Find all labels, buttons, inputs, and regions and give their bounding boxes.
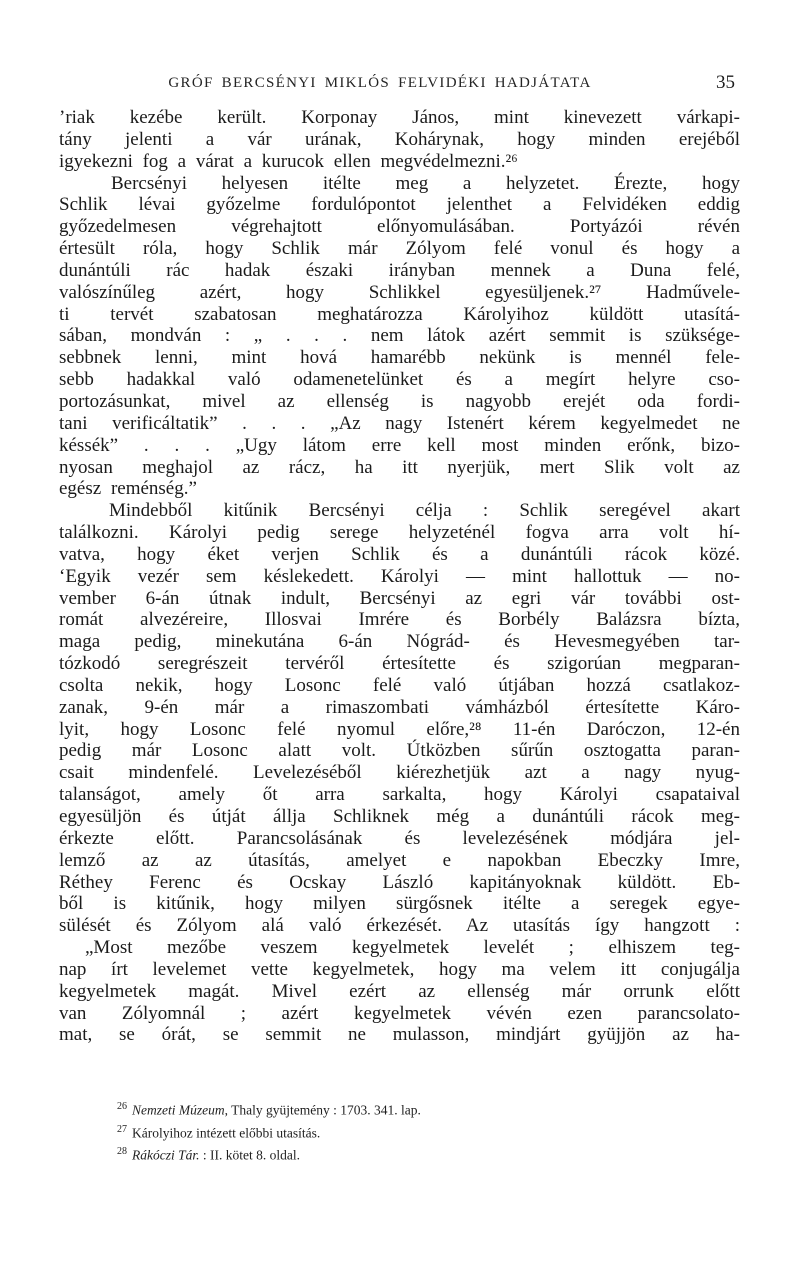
text-line: sebbnek lenni, mint hová hamarébb nekünk is mennél fele- bbox=[59, 347, 740, 369]
text-line: pedig már Losonc alatt volt. Útközben sűrűn osztogatta paran- bbox=[59, 740, 740, 762]
text-line: csolta nekik, hogy Losonc felé való útjában hozzá csatlakoz- bbox=[59, 674, 740, 696]
footnote-source: Nemzeti Múzeum bbox=[132, 1102, 225, 1118]
footnote bbox=[117, 1142, 740, 1165]
text-line: késsék” . . . „Ugy látom erre kell most minden erőnk, bizo- bbox=[59, 434, 740, 456]
text-line: nyosan meghajol az rácz, ha itt nyerjük, mert Slik volt az bbox=[59, 456, 740, 478]
text-line: Schlik lévai győzelme fordulópontot jelenthet a Felvidéken eddig bbox=[59, 194, 740, 216]
text-line: romát alvezéreire, Illosvai Imrére és Borbély Balázsra bízta, bbox=[59, 609, 740, 631]
text-line: győzedelmesen végrehajtott előnyomulásában. Portyázói révén bbox=[59, 216, 740, 238]
text-line: ti tervét szabatosan meghatározza Károlyihoz küldött utasítá- bbox=[59, 303, 740, 325]
text-line: van Zólyomnál ; azért kegyelmetek vévén ezen parancsolato- bbox=[59, 1002, 740, 1024]
text-line: Mindebből kitűnik Bercsényi célja : Schlik seregével akart bbox=[109, 500, 740, 522]
text-line: vatva, hogy éket verjen Schlik és a dunántúli rácok közé. bbox=[59, 543, 740, 565]
text-line: kegyelmetek magát. Mivel ezért az ellenség már orrunk előtt bbox=[59, 980, 740, 1002]
text-line: nap írt levelemet vette kegyelmetek, hogy ma velem itt conjugálja bbox=[59, 958, 740, 980]
text-line: Bercsényi helyesen itélte meg a helyzetet. Érezte, hogy bbox=[111, 172, 740, 194]
text-line: sában, mondván : „ . . . nem látok azért semmit is szüksége- bbox=[59, 325, 740, 347]
text-line: tány jelenti a vár urának, Kohárynak, hogy minden erejéből bbox=[59, 128, 740, 150]
text-line: „Most mezőbe veszem kegyelmetek levelét ; elhiszem teg- bbox=[85, 937, 740, 959]
text-line: ‘Egyik vezér sem késlekedett. Károlyi — mint hallottuk — no- bbox=[59, 565, 740, 587]
page-number: 35 bbox=[716, 72, 735, 93]
text-line: vember 6-án útnak indult, Bercsényi az egri vár további ost- bbox=[59, 587, 740, 609]
text-line: értesült róla, hogy Schlik már Zólyom felé vonul és hogy a bbox=[59, 238, 740, 260]
text-line: lemző az az útasítás, amelyet e napokban Ebeczky Imre, bbox=[59, 849, 740, 871]
text-line: portozásunkat, mivel az ellenség is nagyobb erejét oda fordi- bbox=[59, 390, 740, 412]
text-line: valószínűleg azért, hogy Schlikkel egyesüljenek.²⁷ Hadművele- bbox=[59, 281, 740, 303]
footnote-text: : II. kötet 8. oldal. bbox=[199, 1147, 300, 1163]
text-line: talanságot, amely őt arra sarkalta, hogy Károlyi csapataival bbox=[59, 784, 740, 806]
text-line: dunántúli rác hadak északi irányban mennek a Duna felé, bbox=[59, 259, 740, 281]
text-line: egész reménség.” bbox=[59, 478, 197, 500]
text-line: zanak, 9-én már a rimaszombati vámházból értesítette Káro- bbox=[59, 696, 740, 718]
footnote-text: , Thaly gyüjtemény : 1703. 341. lap. bbox=[224, 1102, 421, 1118]
footnote-number: 26 bbox=[117, 1101, 127, 1112]
running-header-title: GRÓF BERCSÉNYI MIKLÓS FELVIDÉKI HADJÁTATA bbox=[168, 75, 592, 91]
text-line: mat, se órát, se semmit ne mulasson, mindjárt gyüjjön az ha- bbox=[59, 1024, 740, 1046]
footnote bbox=[117, 1097, 740, 1120]
text-line: ből is kitűnik, hogy milyen sürgősnek itélte a seregek egye- bbox=[59, 893, 740, 915]
footnote-number: 27 bbox=[117, 1123, 127, 1135]
text-line: tani verificáltatik” . . . „Az nagy Istenért kérem kegyelmedet ne bbox=[59, 412, 740, 434]
footnotes bbox=[60, 1097, 740, 1165]
text-line: egyesüljön és útját állja Schliknek még a dunántúli rácok meg- bbox=[59, 806, 740, 827]
text-line: sebb hadakkal való odamenetelünket és a megírt helyre cso- bbox=[59, 369, 740, 391]
footnote-text: Károlyihoz intézett előbbi utasítás. bbox=[132, 1125, 321, 1140]
text-line: maga pedig, minekutána 6-án Nógrád- és Hevesmegyében tar- bbox=[59, 631, 740, 653]
text-line: Réthey Ferenc és Ocskay László kapitányoknak küldött. Eb- bbox=[59, 871, 740, 893]
text-line: érkezte előtt. Parancsolásának és levelezésének módjára jel- bbox=[59, 827, 740, 849]
text-line: tózkodó seregrészeit tervéről értesítette és szigorúan megparan- bbox=[59, 653, 740, 675]
text-line: csait mindenfelé. Levelezéséből kiérezhetjük azt a nagy nyug- bbox=[59, 762, 740, 784]
text-line: ’riak kezébe került. Korponay János, mint kinevezett várkapi- bbox=[59, 107, 740, 128]
text-line: lyit, hogy Losonc felé nyomul előre,²⁸ 11-én Daróczon, 12-én bbox=[59, 718, 740, 740]
footnote-source: Rákóczi Tár. bbox=[132, 1147, 200, 1163]
body-text bbox=[59, 107, 740, 1046]
footnote bbox=[117, 1120, 740, 1143]
text-line: igyekezni fog a várat a kurucok ellen megvédelmezni.²⁶ bbox=[59, 150, 518, 172]
footnote-number: 28 bbox=[117, 1146, 127, 1157]
text-line: sülését és Zólyom alá való érkezését. Az utasítás így hangzott : bbox=[59, 915, 740, 937]
text-line: találkozni. Károlyi pedig serege helyzeténél fogva arra volt hí- bbox=[59, 522, 740, 544]
